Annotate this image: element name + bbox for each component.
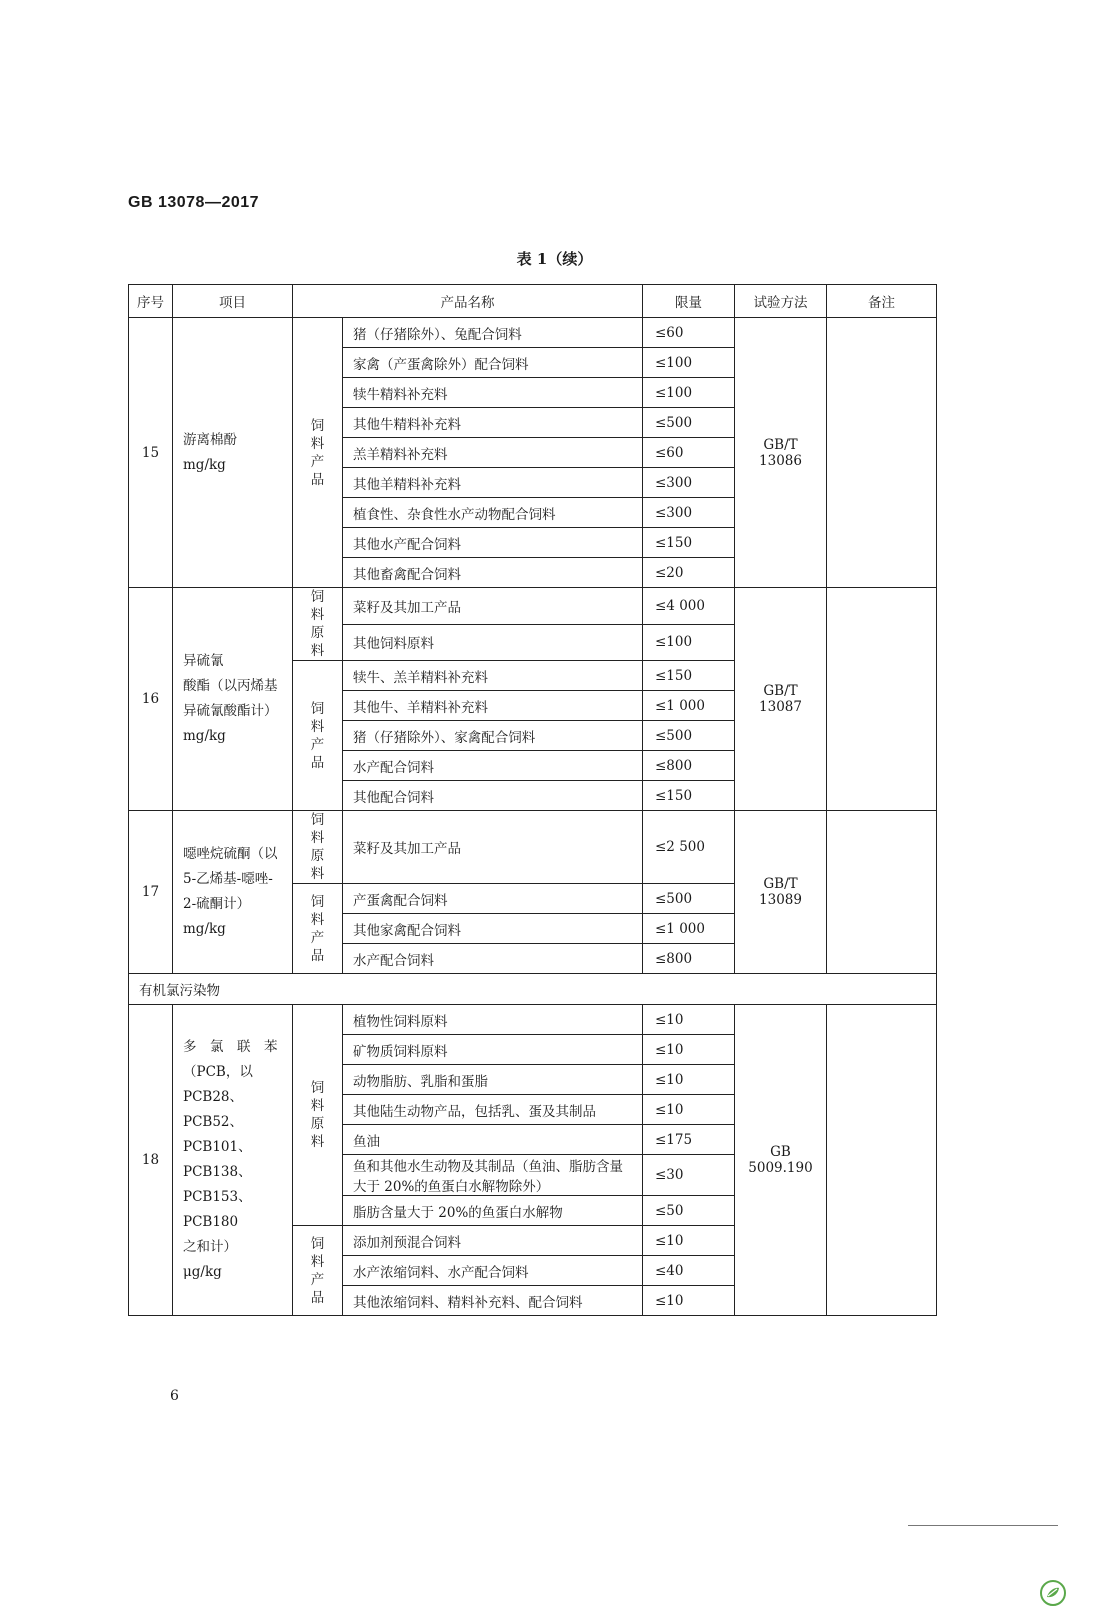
product-name-cell: 脂肪含量大于 20%的鱼蛋白水解物 (343, 1196, 643, 1226)
item-name-line: mg/kg (183, 728, 226, 744)
item-name-line: PCB138、 (183, 1164, 252, 1180)
item-name-line: 噁唑烷硫酮（以 (183, 846, 278, 862)
page-number: 6 (170, 1388, 179, 1404)
col-header-method: 试验方法 (735, 285, 827, 318)
product-name-cell: 其他牛、羊精料补充料 (343, 691, 643, 721)
category-cell (293, 318, 343, 588)
category-label: 饲料原料 (310, 589, 325, 659)
limit-cell: ≤800 (643, 944, 735, 974)
limit-cell: ≤20 (643, 558, 735, 588)
seq-cell: 17 (129, 811, 173, 974)
limit-cell: ≤300 (643, 498, 735, 528)
product-name-cell: 其他水产配合饲料 (343, 528, 643, 558)
category-label: 饲料产品 (310, 893, 325, 964)
limit-cell: ≤30 (643, 1155, 735, 1196)
remark-cell (827, 588, 937, 811)
product-name-cell: 其他家禽配合饲料 (343, 914, 643, 944)
item-name-line: 游离棉酚 (183, 431, 237, 448)
limit-cell: ≤50 (643, 1196, 735, 1226)
limit-cell: ≤175 (643, 1125, 735, 1155)
product-name-cell: 动物脂肪、乳脂和蛋脂 (343, 1065, 643, 1095)
item-name-line: mg/kg (183, 456, 226, 473)
item-name-line: 2-硫酮计） (183, 896, 251, 912)
product-name-cell: 其他羊精料补充料 (343, 468, 643, 498)
standard-number: GB 13078—2017 (128, 194, 260, 211)
table-header-row (129, 285, 937, 318)
table-row (129, 318, 937, 348)
product-name-cell: 鱼油 (343, 1125, 643, 1155)
seq-cell: 16 (129, 588, 173, 811)
section-label: 有机氯污染物 (129, 974, 937, 1005)
product-name-cell: 其他牛精料补充料 (343, 408, 643, 438)
leaf-logo-icon (1040, 1580, 1066, 1606)
category-cell (293, 1005, 343, 1226)
seq-cell: 15 (129, 318, 173, 588)
item-name-line: PCB101、 (183, 1139, 252, 1155)
limit-cell: ≤100 (643, 348, 735, 378)
item-name-line: 5-乙烯基-噁唑- (183, 871, 273, 887)
product-name-cell: 水产配合饲料 (343, 944, 643, 974)
col-header-limit: 限量 (643, 285, 735, 318)
limit-cell: ≤100 (643, 378, 735, 408)
test-method-cell: GB/T 13086 (735, 318, 827, 588)
product-name-cell: 鱼和其他水生动物及其制品（鱼油、脂肪含量大于 20%的鱼蛋白水解物除外） (343, 1155, 643, 1196)
limit-cell: ≤150 (643, 528, 735, 558)
category-label: 饲料产品 (310, 417, 325, 488)
col-header-item: 项目 (173, 285, 293, 318)
product-name-cell: 其他陆生动物产品，包括乳、蛋及其制品 (343, 1095, 643, 1125)
item-name-line: PCB153、 (183, 1189, 252, 1205)
item-name-line: μg/kg (183, 1264, 222, 1280)
limit-cell: ≤500 (643, 408, 735, 438)
product-name-cell: 猪（仔猪除外）、家禽配合饲料 (343, 721, 643, 751)
category-cell (293, 884, 343, 974)
product-name-cell: 猪（仔猪除外）、兔配合饲料 (343, 318, 643, 348)
remark-cell (827, 1005, 937, 1316)
product-name-cell: 其他畜禽配合饲料 (343, 558, 643, 588)
product-name-cell: 水产配合饲料 (343, 751, 643, 781)
item-name-cell (173, 318, 293, 588)
limit-cell: ≤4 000 (643, 588, 735, 625)
product-name-cell: 菜籽及其加工产品 (343, 811, 643, 884)
limit-cell: ≤10 (643, 1095, 735, 1125)
product-name-cell: 水产浓缩饲料、水产配合饲料 (343, 1256, 643, 1286)
limit-cell: ≤150 (643, 781, 735, 811)
product-name-cell: 其他配合饲料 (343, 781, 643, 811)
product-name-cell: 菜籽及其加工产品 (343, 588, 643, 625)
table-caption: 表 1（续） (516, 250, 593, 268)
limit-cell: ≤500 (643, 884, 735, 914)
product-name-cell: 羔羊精料补充料 (343, 438, 643, 468)
limit-cell: ≤10 (643, 1226, 735, 1256)
limit-cell: ≤150 (643, 661, 735, 691)
item-name-line: 酸酯（以丙烯基 (183, 678, 278, 694)
remark-cell (827, 811, 937, 974)
seq-cell: 18 (129, 1005, 173, 1316)
limit-cell: ≤500 (643, 721, 735, 751)
product-name-cell: 添加剂预混合饲料 (343, 1226, 643, 1256)
limit-cell: ≤60 (643, 318, 735, 348)
limit-cell: ≤300 (643, 468, 735, 498)
product-name-cell: 植物性饲料原料 (343, 1005, 643, 1035)
limit-cell: ≤10 (643, 1005, 735, 1035)
test-method-cell: GB/T 13089 (735, 811, 827, 974)
item-name-line: 异硫氰 (183, 653, 224, 669)
category-cell (293, 811, 343, 884)
item-name-line: PCB180 (183, 1214, 239, 1230)
remark-cell (827, 318, 937, 588)
item-name-line: PCB28、PCB52、 (183, 1089, 244, 1130)
limit-cell: ≤800 (643, 751, 735, 781)
item-name-line: （PCB，以 (183, 1064, 253, 1080)
table-row (129, 811, 937, 884)
category-label: 饲料产品 (310, 1235, 325, 1306)
limit-cell: ≤2 500 (643, 811, 735, 884)
table-row (129, 1005, 937, 1035)
section-row (129, 974, 937, 1005)
product-name-cell: 矿物质饲料原料 (343, 1035, 643, 1065)
table-body (129, 318, 937, 1316)
category-label: 饲料产品 (310, 700, 325, 771)
limits-table (128, 284, 937, 1316)
col-header-seq: 序号 (129, 285, 173, 318)
footer-rule (908, 1525, 1058, 1526)
test-method-cell: GB/T 13087 (735, 588, 827, 811)
category-cell (293, 588, 343, 661)
limit-cell: ≤100 (643, 624, 735, 661)
product-name-cell: 家禽（产蛋禽除外）配合饲料 (343, 348, 643, 378)
limit-cell: ≤40 (643, 1256, 735, 1286)
limit-cell: ≤1 000 (643, 914, 735, 944)
product-name-cell: 犊牛、羔羊精料补充料 (343, 661, 643, 691)
col-header-product: 产品名称 (293, 285, 643, 318)
limit-cell: ≤10 (643, 1286, 735, 1316)
test-method-cell: GB 5009.190 (735, 1005, 827, 1316)
limit-cell: ≤10 (643, 1035, 735, 1065)
item-name-cell (173, 588, 293, 811)
limit-cell: ≤60 (643, 438, 735, 468)
limit-cell: ≤10 (643, 1065, 735, 1095)
item-name-line: 多 氯 联 苯 (183, 1039, 278, 1055)
table-row (129, 588, 937, 625)
product-name-cell: 其他浓缩饲料、精料补充料、配合饲料 (343, 1286, 643, 1316)
item-name-cell (173, 811, 293, 974)
product-name-cell: 植食性、杂食性水产动物配合饲料 (343, 498, 643, 528)
item-name-line: mg/kg (183, 921, 226, 937)
category-cell (293, 661, 343, 811)
category-label: 饲料原料 (310, 812, 325, 882)
product-name-cell: 产蛋禽配合饲料 (343, 884, 643, 914)
category-cell (293, 1226, 343, 1316)
product-name-cell: 犊牛精料补充料 (343, 378, 643, 408)
col-header-remark: 备注 (827, 285, 937, 318)
item-name-cell (173, 1005, 293, 1316)
item-name-line: 之和计） (183, 1239, 237, 1255)
category-label: 饲料原料 (310, 1080, 325, 1150)
product-name-cell: 其他饲料原料 (343, 624, 643, 661)
limit-cell: ≤1 000 (643, 691, 735, 721)
item-name-line: 异硫氰酸酯计） (183, 703, 278, 719)
